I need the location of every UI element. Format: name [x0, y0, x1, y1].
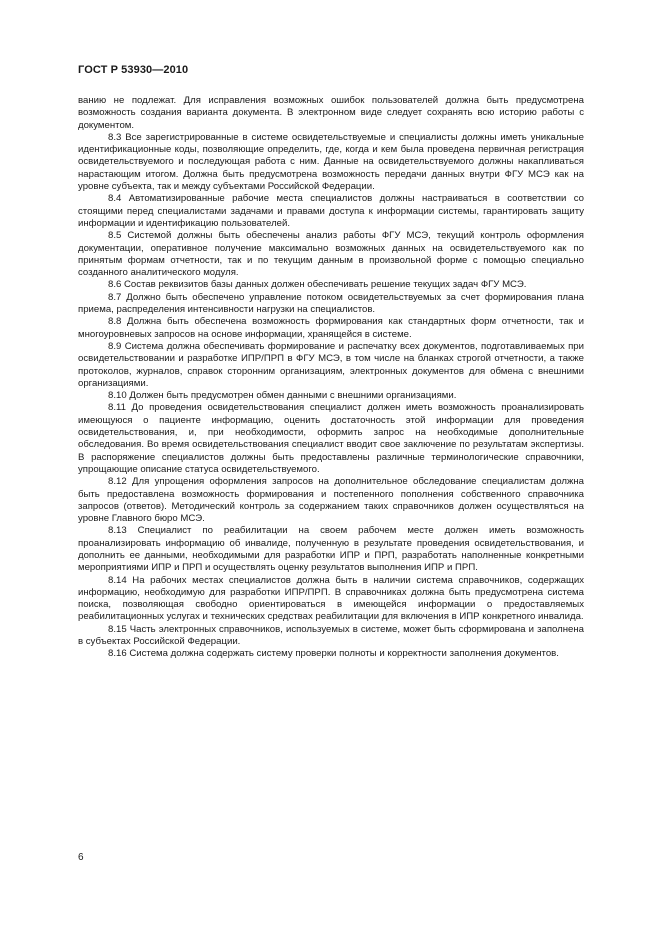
paragraph-8-6: 8.6 Состав реквизитов базы данных должен обеспечивать решение текущих задач ФГУ МСЭ. [108, 279, 527, 291]
paragraph-8-14: 8.14 На рабочих местах специалистов должна быть в наличии система справочников, содержащих информацию, необходимую для разработки ИПР/ПРП. В справочниках должна быть предусмотрена система поиска, позволяющая свободно ориентироваться в имеющейся информации о предоставляемых реабилитационных услугах и технических средствах реабилитации для включения в ИПР конкретного инвалида. [78, 574, 584, 623]
paragraph-8-4: 8.4 Автоматизированные рабочие места специалистов должны настраиваться в соответствии со стоящими перед специалистами задачами и правами доступа к информации системы, гарантировать защиту информации и идентификацию пользователей. [78, 193, 584, 229]
document-header: ГОСТ Р 53930—2010 [78, 64, 189, 76]
paragraph-8-12: 8.12 Для упрощения оформления запросов на дополнительное обследование специалистам должна быть предоставлена возможность формирования и постепенного пополнения собственного справочника запросов (ответов). Методический контроль за содержанием таких справочников должен осуществляться на уровне Главного бюро МСЭ. [78, 476, 584, 525]
paragraph-continued: ванию не подлежат. Для исправления возможных ошибок пользователей должна быть предусмотрена возможность создания варианта документа. В электронном виде следует сохранять всю историю работы с документом. [78, 95, 584, 131]
paragraph-8-13: 8.13 Специалист по реабилитации на своем рабочем месте должен иметь возможность проанализировать информацию об инвалиде, полученную в результате проведения освидетельствования, и дополнить ее данными, необходимыми для разработки ИПР и ПРП, разработать наполненные конкретными мероприятиями ИПР и ПРП и осуществлять оценку результатов выполнения ИПР и ПРП. [78, 525, 584, 574]
paragraph-8-10: 8.10 Должен быть предусмотрен обмен данными с внешними организациями. [108, 390, 457, 402]
paragraph-8-5: 8.5 Системой должны быть обеспечены анализ работы ФГУ МСЭ, текущий контроль оформления документации, оперативное получение максимально возможных данных на освидетельствуемого как по принятым формам отчетности, так и по текущим данным в произвольной форме с помощью специально созданного аналитического модуля. [78, 230, 584, 279]
paragraph-8-8: 8.8 Должна быть обеспечена возможность формирования как стандартных форм отчетности, так и многоуровневых запросов на основе информации, хранящейся в системе. [78, 316, 584, 340]
page-number: 6 [78, 852, 84, 863]
paragraph-8-15: 8.15 Часть электронных справочников, используемых в системе, может быть сформирована и заполнена в субъектах Российской Федерации. [78, 623, 584, 648]
document-body [78, 95, 584, 661]
paragraph-8-9: 8.9 Система должна обеспечивать формирование и распечатку всех документов, подготавливаемых при освидетельствовании и разработке ИПР/ПРП в ФГУ МСЭ, в том числе на бланках строгой отчетности, а также протоколов, журналов, справок сторонним организациям, электронных документов для обмена с внешними организациями. [78, 340, 584, 389]
paragraph-8-11: 8.11 До проведения освидетельствования специалист должен иметь возможность проанализировать имеющуюся о пациенте информацию, оценить достаточность этой информации для проведения освидетельствования, и, при необходимости, оформить запрос на необходимые дополнительные обследования. Во время освидетельствования специалист вводит свое заключение по результатам экспертизы. В распоряжение специалистов должны быть предоставлены различные терминологические справочники, упрощающие описание статуса освидетельствуемого. [78, 402, 584, 475]
paragraph-8-7: 8.7 Должно быть обеспечено управление потоком освидетельствуемых за счет формирования плана приема, распределения интенсивности нагрузки на специалистов. [78, 291, 584, 316]
paragraph-8-16: 8.16 Система должна содержать систему проверки полноты и корректности заполнения документов. [108, 648, 559, 660]
paragraph-8-3: 8.3 Все зарегистрированные в системе освидетельствуемые и специалисты должны иметь уникальные идентификационные коды, позволяющие определить, где, когда и кем была проведена первичная регистрация освидетельствуемого и последующая работа с ним. Данные на освидетельствуемого должны накапливаться нарастающим итогом. Должна быть предусмотрена возможность передачи данных внутри ФГУ МСЭ как на уровне субъекта, так и между субъектами Российской Федерации. [78, 131, 584, 193]
